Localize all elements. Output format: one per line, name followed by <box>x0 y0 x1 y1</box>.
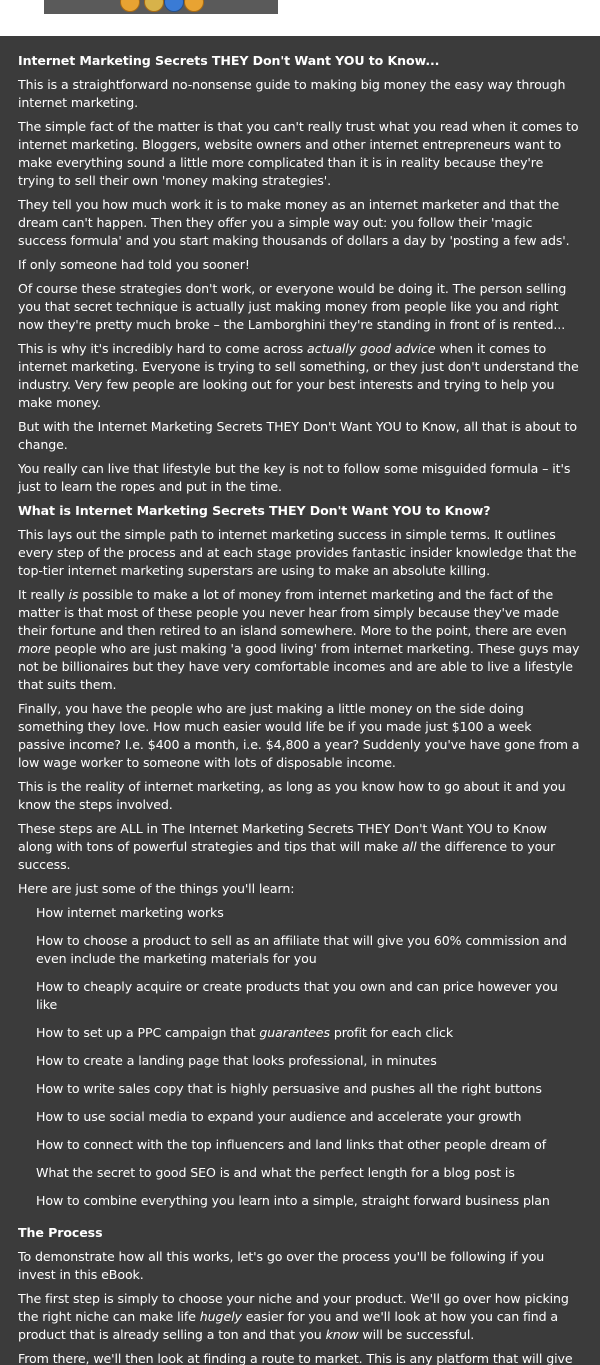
list-item: How to create a landing page that looks professional, in minutes <box>36 1053 437 1068</box>
coin-icon <box>120 0 140 12</box>
list-item: What the secret to good SEO is and what the perfect length for a blog post is <box>36 1165 515 1180</box>
learn-list <box>18 904 582 1210</box>
paragraph: If only someone had told you sooner! <box>18 257 250 272</box>
coins-banner-image <box>44 0 278 14</box>
list-item: How to cheaply acquire or create products that you own and can price however you like <box>36 979 558 1012</box>
header-band <box>0 0 600 36</box>
paragraph: To demonstrate how all this works, let's go over the process you'll be following if you invest in this eBook. <box>18 1249 545 1282</box>
paragraph: You really can live that lifestyle but the key is not to follow some misguided formula – it's just to learn the ropes and put in the time. <box>18 461 571 494</box>
list-item: How to write sales copy that is highly persuasive and pushes all the right buttons <box>36 1081 542 1096</box>
paragraph: Of course these strategies don't work, or everyone would be doing it. The person selling you that secret technique is actually just making money from people like you and right now they're pretty much broke – the Lamborghini they're standing in front of is rented... <box>18 281 567 332</box>
paragraph: Here are just some of the things you'll learn: <box>18 881 295 896</box>
section-heading-process: The Process <box>18 1225 103 1240</box>
paragraph: The simple fact of the matter is that you can't really trust what you read when it comes to internet marketing. Bloggers, website owners and other internet entrepreneurs want to make everything sound a little more complicated than it is in reality because they're trying to sell their own 'money making strategies'. <box>18 119 579 188</box>
paragraph: They tell you how much work it is to make money as an internet marketer and that the dream can't happen. Then they offer you a simple way out: you follow their 'magic success formula' and you start making thousands of dollars a day by 'posting a few ads'. <box>18 197 570 248</box>
paragraph: It really is possible to make a lot of money from internet marketing and the fact of the matter is that most of these people you never hear from simply because they've made their fortune and then retired to an island somewhere. More to the point, there are even more people who are just making 'a good living' from internet marketing. These guys may not be billionaires but they have very comfortable incomes and are able to live a lifestyle that suits them. <box>18 587 580 692</box>
paragraph: The first step is simply to choose your niche and your product. We'll go over how picking the right niche can make life hugely easier for you and we'll look at how you can find a product that is already selling a ton and that you know will be successful. <box>18 1291 569 1342</box>
list-item: How to choose a product to sell as an affiliate that will give you 60% commission and even include the marketing materials for you <box>36 933 567 966</box>
paragraph: This lays out the simple path to internet marketing success in simple terms. It outlines every step of the process and at each stage provides fantastic insider knowledge that the top-tier internet marketing superstars are using to make an absolute killing. <box>18 527 577 578</box>
article-heading: Internet Marketing Secrets THEY Don't Want YOU to Know... <box>18 53 440 68</box>
section-heading-what: What is Internet Marketing Secrets THEY Don't Want YOU to Know? <box>18 503 491 518</box>
list-item: How to set up a PPC campaign that guarantees profit for each click <box>36 1025 454 1040</box>
list-item: How internet marketing works <box>36 905 224 920</box>
list-item: How to connect with the top influencers and land links that other people dream of <box>36 1137 547 1152</box>
paragraph: But with the Internet Marketing Secrets THEY Don't Want YOU to Know, all that is about to change. <box>18 419 577 452</box>
coin-icon <box>164 0 184 12</box>
article-body <box>0 36 600 1365</box>
coin-icon <box>184 0 204 12</box>
list-item: How to use social media to expand your audience and accelerate your growth <box>36 1109 522 1124</box>
paragraph: This is a straightforward no-nonsense guide to making big money the easy way through internet marketing. <box>18 77 566 110</box>
paragraph: This is the reality of internet marketing, as long as you know how to go about it and you know the steps involved. <box>18 779 566 812</box>
list-item: How to combine everything you learn into a simple, straight forward business plan <box>36 1193 550 1208</box>
paragraph: This is why it's incredibly hard to come across actually good advice when it comes to internet marketing. Everyone is trying to sell something, or they just don't understand the industry. Very few people are looking out for your best interests and trying to help you make money. <box>18 341 579 410</box>
paragraph: These steps are ALL in The Internet Marketing Secrets THEY Don't Want YOU to Know along with tons of powerful strategies and tips that will make all the difference to your success. <box>18 821 556 872</box>
paragraph: From there, we'll then look at finding a route to market. This is any platform that will give <box>18 1351 573 1365</box>
paragraph: Finally, you have the people who are just making a little money on the side doing something they love. How much easier would life be if you made just $100 a week passive income? I.e. $400 a month, i.e. $4,800 a year? Suddenly you've have gone from a low wage worker to someone with lots of disposable income. <box>18 701 580 770</box>
coin-icon <box>144 0 164 12</box>
